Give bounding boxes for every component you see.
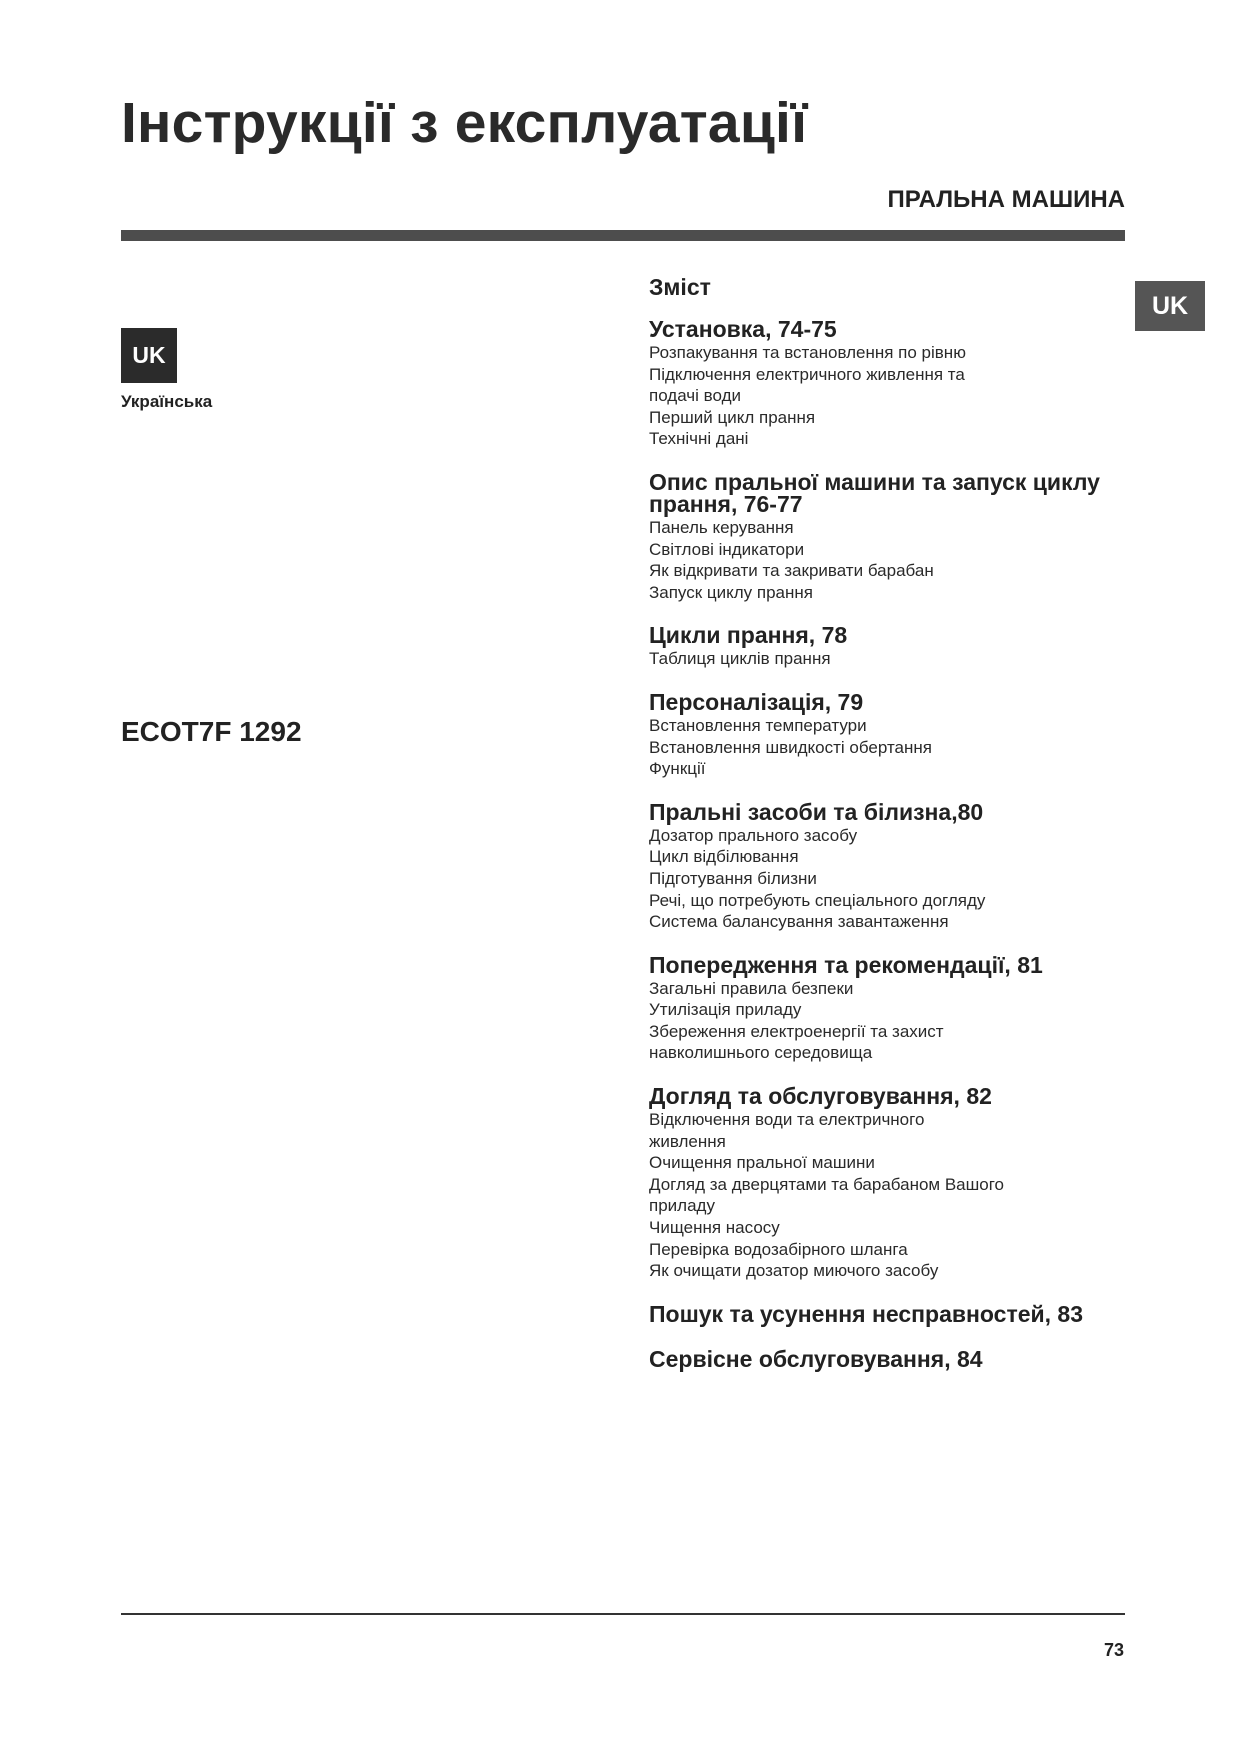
toc-section-title: Цикли прання, 78 xyxy=(649,622,848,649)
toc-item: Загальні правила безпеки xyxy=(649,978,854,998)
toc-item: Перевірка водозабірного шланга xyxy=(649,1239,908,1259)
toc-item: Відключення води та електричного xyxy=(649,1110,925,1130)
toc-item: Як очищати дозатор миючого засобу xyxy=(649,1261,939,1281)
toc-item: Система балансування завантаження xyxy=(649,912,949,932)
toc-section xyxy=(649,314,1129,450)
toc-item: живлення xyxy=(649,1131,726,1151)
page-number: 73 xyxy=(1103,1640,1124,1660)
toc-sections xyxy=(649,314,1129,1372)
language-badge: UK xyxy=(121,328,177,383)
toc-section-title: Пральні засоби та білизна,80 xyxy=(649,798,984,825)
toc-item: Дозатор прального засобу xyxy=(649,825,858,845)
toc-item: Очищення пральної машини xyxy=(649,1153,875,1173)
toc-item: Панель керування xyxy=(649,517,794,537)
model-number: ECOT7F 1292 xyxy=(121,716,302,747)
toc-section-title: Опис пральної машини та запуск циклу прання, 76-77 xyxy=(649,468,1100,517)
toc-section xyxy=(649,1081,1129,1282)
toc-item: Перший цикл прання xyxy=(649,407,816,427)
toc-item: Встановлення температури xyxy=(649,715,867,735)
toc-section xyxy=(649,797,1129,933)
toc-item: Підготування білизни xyxy=(649,868,817,888)
toc-item: Встановлення швидкості обертання xyxy=(649,737,932,757)
toc-item: Запуск циклу прання xyxy=(649,582,813,602)
toc-section xyxy=(649,1344,1129,1372)
toc-section-title: Попередження та рекомендації, 81 xyxy=(649,951,1043,978)
toc-item: Підключення електричного живлення та xyxy=(649,364,965,384)
toc-item: навколишнього середовища xyxy=(649,1043,873,1063)
toc-item: Світлові індикатори xyxy=(649,539,805,559)
toc-item: Як відкривати та закривати барабан xyxy=(649,561,934,581)
toc-section-title: Пошук та усунення несправностей, 83 xyxy=(649,1300,1084,1327)
toc-item: приладу xyxy=(649,1196,715,1216)
toc-item: Речі, що потребують спеціального догляду xyxy=(649,890,986,910)
language-name: Українська xyxy=(121,392,213,411)
toc-item: Догляд за дверцятами та барабаном Вашого xyxy=(649,1174,1004,1194)
footer-divider xyxy=(121,1613,1125,1615)
toc-section xyxy=(649,950,1129,1064)
table-of-contents xyxy=(649,272,1129,1389)
header-divider-bar xyxy=(121,230,1125,241)
toc-item: Утилізація приладу xyxy=(649,1000,802,1020)
toc-section xyxy=(649,687,1129,780)
toc-section-title: Сервісне обслуговування, 84 xyxy=(649,1345,983,1372)
toc-item: Розпакування та встановлення по рівню xyxy=(649,343,966,362)
page-title: Інструкції з експлуатації xyxy=(121,91,808,155)
toc-section xyxy=(649,620,1129,670)
product-type-subtitle: ПРАЛЬНА МАШИНА xyxy=(887,186,1125,213)
toc-item: Цикл відбілювання xyxy=(649,847,799,867)
toc-item: Збереження електроенергії та захист xyxy=(649,1021,944,1041)
toc-item: подачі води xyxy=(649,386,741,406)
toc-section-title: Установка, 74-75 xyxy=(649,316,837,342)
toc-item: Технічні дані xyxy=(649,429,749,449)
toc-item: Таблиця циклів прання xyxy=(649,649,831,669)
toc-item: Функції xyxy=(649,759,706,779)
toc-section xyxy=(649,467,1129,603)
language-side-tab: UK xyxy=(1135,281,1205,331)
toc-heading: Зміст xyxy=(649,274,711,300)
toc-item: Чищення насосу xyxy=(649,1218,780,1238)
toc-section xyxy=(649,1299,1129,1327)
toc-section-title: Догляд та обслуговування, 82 xyxy=(649,1083,992,1110)
toc-section-title: Персоналізація, 79 xyxy=(649,688,864,715)
